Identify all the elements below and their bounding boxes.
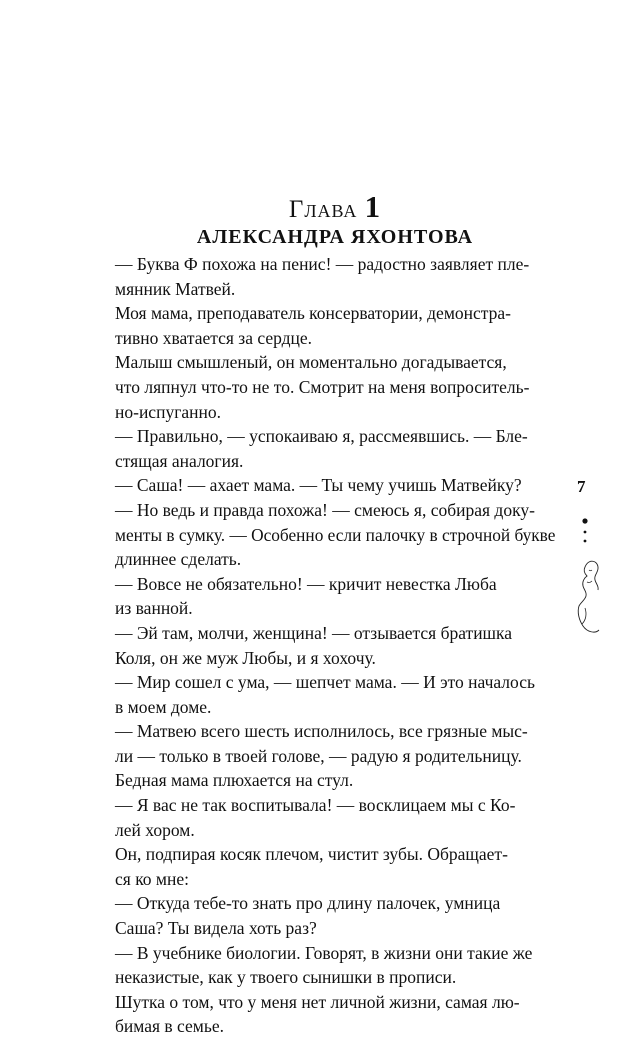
chapter-title: АЛЕКСАНДРА ЯХОНТОВА — [196, 226, 474, 248]
text-line: Коля, он же муж Любы, и я хохочу. — [115, 647, 376, 668]
text-line: стящая аналогия. — [115, 450, 244, 471]
text-line: из ванной. — [115, 598, 193, 619]
chapter-label: Глава — [288, 196, 358, 223]
page-number: 7 — [577, 477, 586, 496]
text-line: — Я вас не так воспитывала! — восклицаем мы с Ко- — [115, 795, 516, 816]
text-line: — Вовсе не обязательно! — кричит невестка Люба — [115, 573, 497, 594]
text-line: длиннее сделать. — [115, 549, 242, 570]
text-line: — Но ведь и правда похожа! — смеюсь я, собирая доку- — [115, 499, 535, 520]
text-line: Шутка о том, что у меня нет личной жизни, самая лю- — [115, 991, 520, 1012]
text-line: Бедная мама плюхается на стул. — [115, 770, 354, 791]
text-line: — В учебнике биологии. Говорят, в жизни они такие же — [115, 942, 533, 963]
text-line: тивно хватается за сердце. — [115, 327, 313, 348]
text-line: Саша? Ты видела хоть раз? — [115, 918, 317, 939]
text-line: в моем доме. — [115, 696, 212, 717]
text-line: — Мир сошел с ума, — шепчет мама. — И это началось — [115, 672, 535, 693]
text-line: — Матвею всего шесть исполнилось, все грязные мыс- — [115, 721, 528, 742]
woman-profile-ornament-icon — [565, 510, 605, 650]
text-line: — Саша! — ахает мама. — Ты чему учишь Матвейку? — [115, 475, 522, 496]
text-line: — Эй там, молчи, женщина! — отзывается братишка — [115, 622, 513, 643]
text-line: Моя мама, преподаватель консерватории, демонстра- — [115, 303, 511, 324]
text-line: ли — только в твоей голове, — радую я родительницу. — [115, 745, 522, 766]
text-line: менты в сумку. — Особенно если палочку в строчной букве — [115, 524, 556, 545]
chapter-number-value: 1 — [364, 189, 382, 224]
text-line: неказистые, как у твоего сынишки в прописи. — [115, 967, 457, 988]
text-line: Малыш смышленый, он моментально догадывается, — [115, 352, 507, 373]
text-line: — Правильно, — успокаиваю я, рассмеявшись. — Бле- — [115, 426, 528, 447]
text-line: бимая в семье. — [115, 1016, 224, 1037]
text-line: ся ко мне: — [115, 868, 189, 889]
body-text — [115, 252, 555, 1039]
text-line: — Откуда тебе-то знать про длину палочек, умница — [115, 893, 501, 914]
chapter-number — [115, 189, 555, 225]
text-line: лей хором. — [115, 819, 195, 840]
text-line: — Буква Ф похожа на пенис! — радостно заявляет пле- — [115, 254, 530, 274]
text-line: но-испуганно. — [115, 401, 221, 422]
text-line: мянник Матвей. — [115, 278, 236, 299]
text-line: что ляпнул что-то не то. Смотрит на меня вопроситель- — [115, 376, 530, 397]
text-line: Он, подпирая косяк плечом, чистит зубы. Обращает- — [115, 844, 508, 865]
